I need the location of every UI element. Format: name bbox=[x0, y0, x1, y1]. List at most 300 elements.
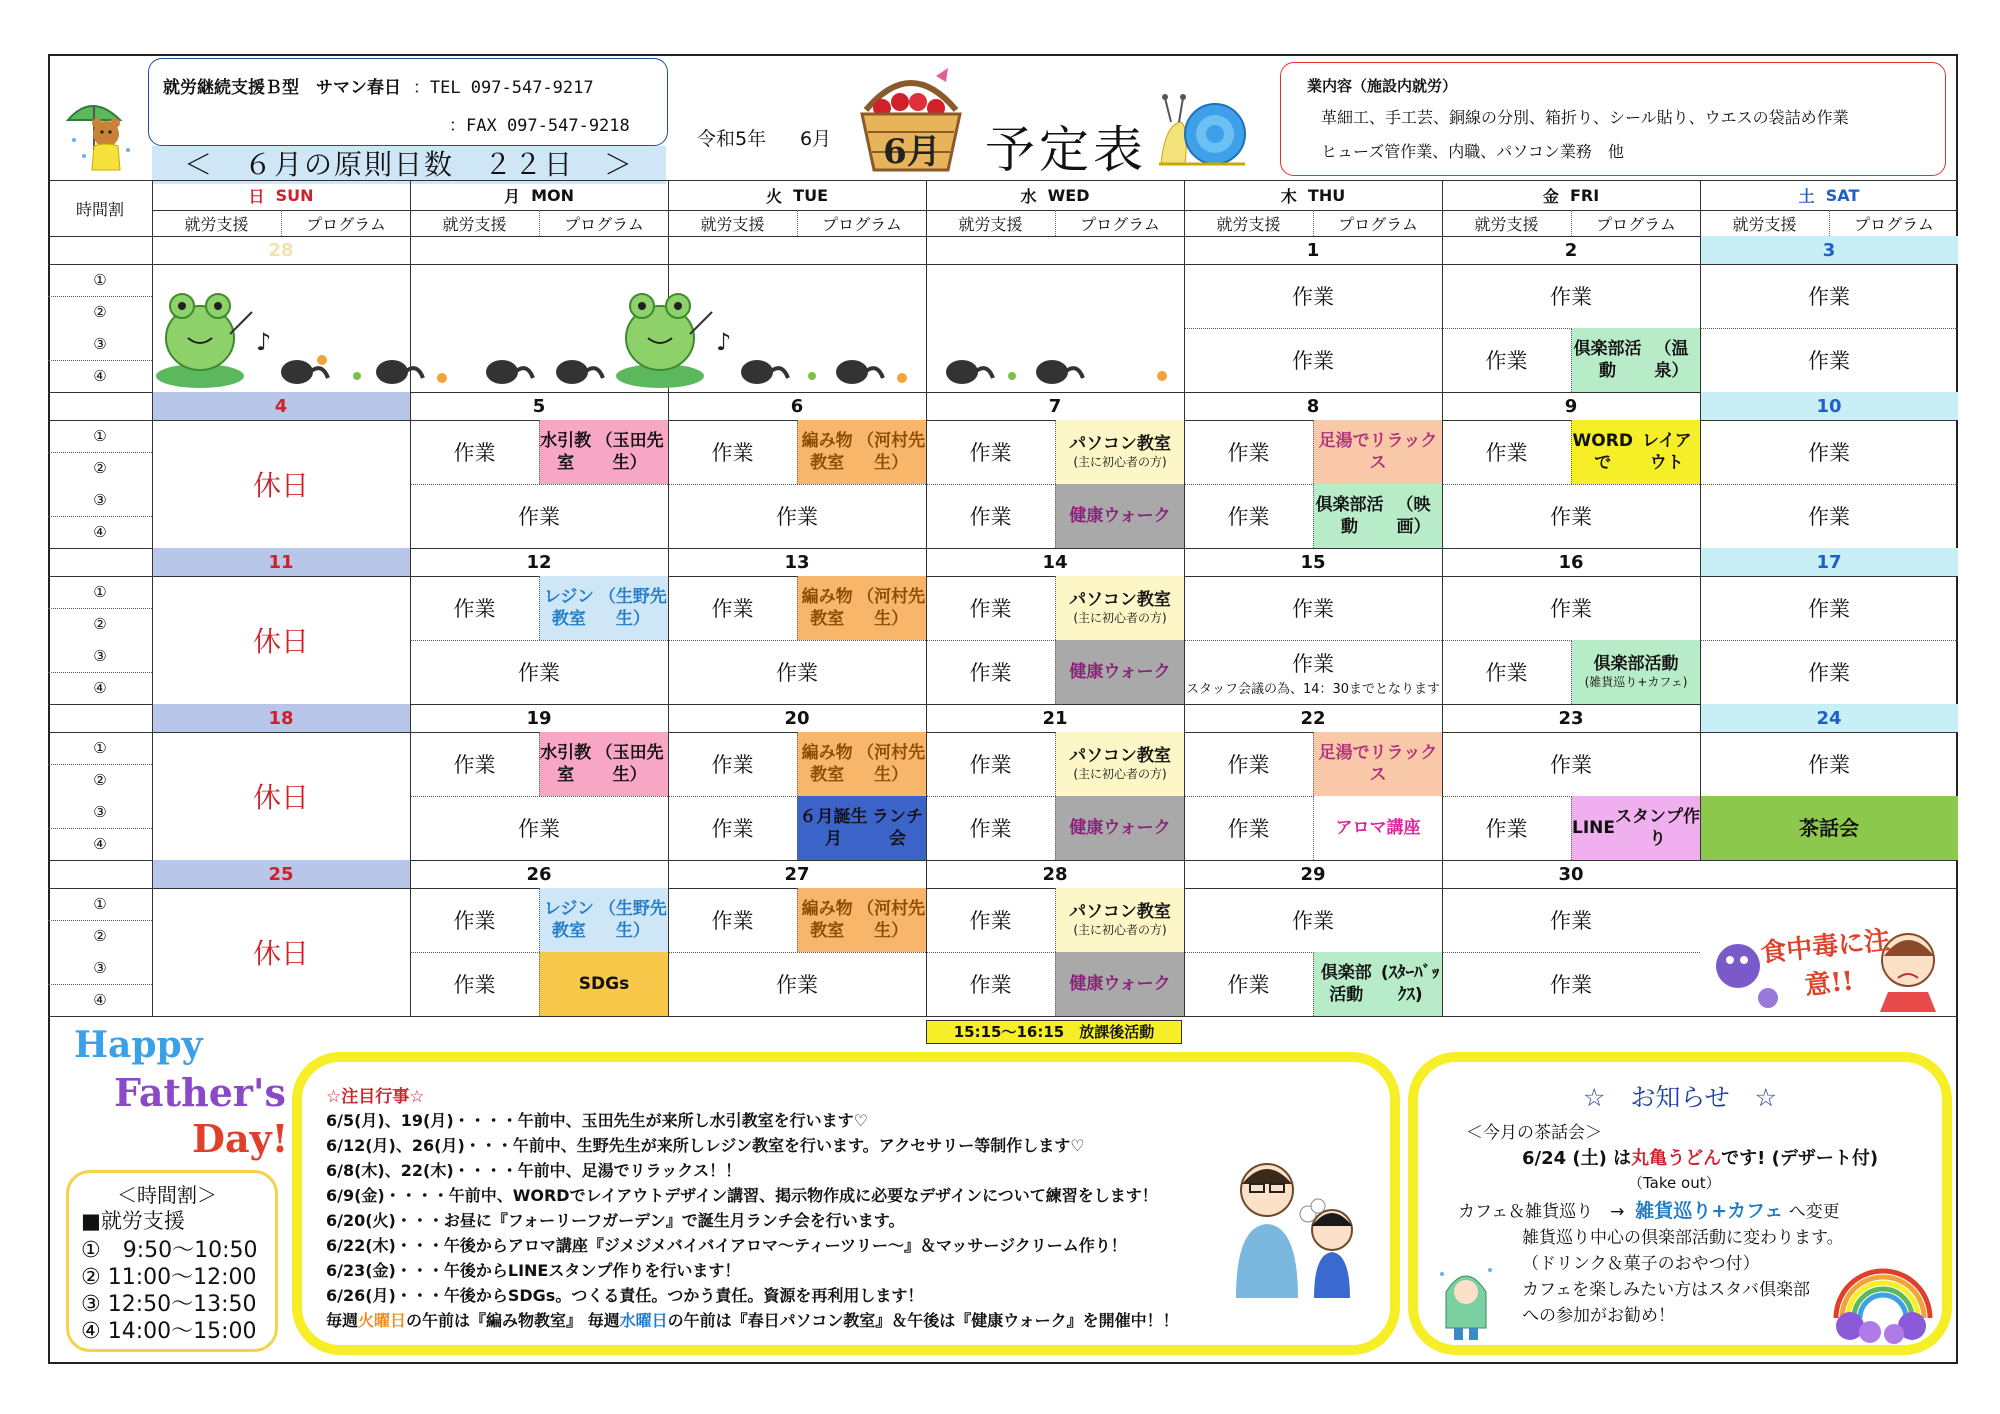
date-number-text: 28 bbox=[1042, 863, 1068, 885]
period-label-text: ③ bbox=[93, 335, 107, 353]
after-school-activity-label: 15:15〜16:15 放課後活動 bbox=[926, 1020, 1182, 1044]
period-label bbox=[48, 296, 152, 328]
period-label bbox=[48, 516, 152, 548]
period-label-text: ① bbox=[93, 271, 107, 289]
work-cell bbox=[1442, 732, 1700, 796]
day-header-mon bbox=[410, 180, 668, 210]
work-cell-text: 作業 bbox=[711, 817, 754, 841]
program-cell bbox=[797, 796, 926, 860]
support-subheader-text: 就労支援 bbox=[442, 214, 507, 234]
work-cell-text: 作業 bbox=[1550, 597, 1592, 621]
day-en: SUN bbox=[264, 185, 314, 205]
announcements-box bbox=[1408, 1052, 1952, 1355]
program-cell-text: (ｽﾀｰﾊﾞｯｸｽ) bbox=[1380, 962, 1440, 1005]
work-cell-text: 作業 bbox=[969, 441, 1012, 465]
date-number bbox=[1184, 548, 1442, 576]
program-cell-text: ６月誕生月 bbox=[799, 806, 868, 849]
program-subheader bbox=[797, 210, 926, 236]
period-label-text: ③ bbox=[93, 647, 107, 665]
day-header-sat bbox=[1700, 180, 1958, 210]
program-subtext: (主に初心者の方) bbox=[1073, 923, 1167, 938]
program-cell-text: レジン教室 bbox=[543, 586, 594, 629]
day-en: SAT bbox=[1814, 185, 1860, 205]
support-subheader-text: 就労支援 bbox=[700, 214, 765, 234]
work-cell bbox=[1442, 640, 1571, 704]
period-label-text: ③ bbox=[93, 803, 107, 821]
sub-divider bbox=[1571, 210, 1572, 236]
work-cell-text: 作業 bbox=[969, 909, 1012, 933]
date-number bbox=[410, 860, 668, 888]
work-cell bbox=[668, 952, 926, 1016]
work-cell bbox=[410, 484, 668, 548]
fax-number: ：FAX 097-547-9218 bbox=[449, 116, 630, 136]
work-cell-text: 作業 bbox=[453, 909, 496, 933]
date-number-text: 27 bbox=[784, 863, 810, 885]
event-line: 6/9(金)・・・・午前中、WORDでレイアウトデザイン講習、掲示物作成に必要なデザインについて練習をします！ bbox=[326, 1186, 1158, 1205]
date-number-text: 9 bbox=[1564, 395, 1578, 417]
program-cell-full-text: 茶話会 bbox=[1799, 816, 1859, 840]
program-cell bbox=[1055, 576, 1184, 640]
work-cell bbox=[1184, 888, 1442, 952]
program-cell bbox=[1571, 420, 1700, 484]
date-number-text: 4 bbox=[274, 395, 288, 417]
work-cell-text: 作業 bbox=[1292, 651, 1334, 676]
program-subheader-text: プログラム bbox=[306, 214, 386, 234]
support-subheader bbox=[926, 210, 1055, 236]
program-cell-text: （河村先生） bbox=[857, 430, 926, 473]
date-number-text: 8 bbox=[1306, 395, 1320, 417]
date-number bbox=[1442, 704, 1700, 732]
program-subheader-text: プログラム bbox=[1338, 214, 1418, 234]
date-number bbox=[410, 548, 668, 576]
program-subheader bbox=[1313, 210, 1442, 236]
period-divider bbox=[48, 920, 152, 921]
tea-party-line: 6/24 (土) は丸亀うどんです! (デザート付) bbox=[1522, 1148, 1879, 1169]
date-number-text: 12 bbox=[526, 551, 552, 573]
work-cell bbox=[926, 732, 1055, 796]
work-cell bbox=[668, 796, 797, 860]
work-cell bbox=[1184, 264, 1442, 328]
program-cell bbox=[539, 420, 668, 484]
work-cell bbox=[668, 576, 797, 640]
date-number-text: 7 bbox=[1048, 395, 1062, 417]
work-cell bbox=[410, 952, 539, 1016]
work-cell-text: 作業 bbox=[776, 505, 818, 529]
period-label bbox=[48, 888, 152, 920]
program-cell-text: LINE bbox=[1572, 817, 1615, 838]
program-cell-text: （玉田先生） bbox=[595, 430, 664, 473]
program-cell-text: 健康ウォーク bbox=[1069, 817, 1171, 838]
sub-divider bbox=[1313, 210, 1314, 236]
date-number bbox=[410, 392, 668, 420]
work-cell bbox=[1184, 640, 1442, 704]
day-jp: 金 bbox=[1542, 186, 1559, 206]
timetable-sub: ■就労支援 bbox=[81, 1209, 185, 1233]
featured-events-box bbox=[292, 1052, 1400, 1355]
takeout-label: （Take out） bbox=[1628, 1174, 1721, 1192]
date-number bbox=[1700, 704, 1958, 732]
work-cell bbox=[926, 576, 1055, 640]
program-cell bbox=[1571, 796, 1700, 860]
timetable-title: ＜時間割＞ bbox=[117, 1183, 217, 1207]
day-jp: 日 bbox=[248, 186, 265, 206]
work-cell bbox=[1184, 420, 1313, 484]
period-label bbox=[48, 920, 152, 952]
program-subheader-text: プログラム bbox=[1080, 214, 1160, 234]
date-number-text: 1 bbox=[1306, 239, 1320, 261]
work-cell-text: 作業 bbox=[1550, 285, 1592, 309]
date-number-text: 30 bbox=[1558, 863, 1584, 885]
work-cell-text: 作業 bbox=[1227, 505, 1270, 529]
holiday-cell-text: 休日 bbox=[252, 625, 309, 658]
period-divider bbox=[48, 608, 152, 609]
program-cell bbox=[1055, 640, 1184, 704]
date-number-text: 24 bbox=[1816, 707, 1842, 729]
grid-line bbox=[1442, 180, 1443, 1016]
holiday-cell-text: 休日 bbox=[252, 469, 309, 502]
period-divider bbox=[48, 828, 152, 829]
work-days-banner: ＜ ６月の原則日数 ２２日 ＞ bbox=[152, 146, 666, 184]
timetable-p2: ② 11:00〜12:00 bbox=[81, 1265, 257, 1290]
work-cell-text: 作業 bbox=[969, 661, 1012, 685]
fathers-day-line2: Father's bbox=[114, 1070, 286, 1115]
holiday-cell-text: 休日 bbox=[252, 781, 309, 814]
work-cell bbox=[410, 420, 539, 484]
program-cell-text: （生野先生） bbox=[598, 586, 667, 629]
date-number-text: 29 bbox=[1300, 863, 1326, 885]
info-line: カフェを楽しみたい方はスタバ倶楽部 bbox=[1522, 1280, 1810, 1300]
program-subheader bbox=[281, 210, 410, 236]
period-label-text: ④ bbox=[93, 679, 107, 697]
program-cell-text: 編み物教室 bbox=[801, 430, 853, 473]
program-cell-text: （河村先生） bbox=[857, 898, 926, 941]
program-cell-text: （映画） bbox=[1396, 494, 1431, 537]
work-cell-text: 作業 bbox=[969, 505, 1012, 529]
work-cell-text: 作業 bbox=[1808, 597, 1850, 621]
program-cell-text: （河村先生） bbox=[857, 586, 926, 629]
work-cell-text: 作業 bbox=[1808, 349, 1850, 373]
date-number bbox=[1442, 392, 1700, 420]
program-cell-text: （温泉） bbox=[1654, 338, 1689, 381]
work-cell-text: 作業 bbox=[776, 973, 818, 997]
tel-number: ：TEL 097-547-9217 bbox=[412, 78, 594, 98]
program-cell-text: 健康ウォーク bbox=[1069, 973, 1171, 994]
fathers-day-line1: Happy bbox=[74, 1024, 203, 1066]
program-cell bbox=[797, 420, 926, 484]
day-header-fri bbox=[1442, 180, 1700, 210]
program-cell-text: 編み物教室 bbox=[801, 898, 853, 941]
period-label bbox=[48, 764, 152, 796]
date-number bbox=[1184, 392, 1442, 420]
program-cell bbox=[1313, 796, 1442, 860]
period-label-text: ④ bbox=[93, 367, 107, 385]
work-cell bbox=[668, 420, 797, 484]
date-number-text: 22 bbox=[1300, 707, 1326, 729]
work-cell bbox=[1700, 420, 1958, 484]
holiday-cell bbox=[152, 576, 410, 704]
day-en: FRI bbox=[1558, 185, 1600, 205]
period-label-text: ① bbox=[93, 427, 107, 445]
day-header-wed bbox=[926, 180, 1184, 210]
period-label bbox=[48, 360, 152, 392]
work-cell-text: 作業 bbox=[969, 973, 1012, 997]
period-divider bbox=[48, 764, 152, 765]
date-number-text: 2 bbox=[1564, 239, 1578, 261]
holiday-cell-text: 休日 bbox=[252, 937, 309, 970]
work-cell bbox=[1700, 732, 1958, 796]
date-number-text: 28 bbox=[268, 239, 294, 261]
work-cell bbox=[1442, 888, 1700, 952]
food-poisoning-caution-illustration bbox=[1708, 908, 1952, 1012]
work-content-line2: ヒューズ管作業、内職、パソコン業務 他 bbox=[1321, 142, 1624, 161]
period-label bbox=[48, 484, 152, 516]
work-cell bbox=[1442, 796, 1571, 860]
program-cell-full bbox=[1700, 796, 1958, 860]
date-number bbox=[926, 236, 1184, 264]
period-label bbox=[48, 452, 152, 484]
date-number bbox=[668, 548, 926, 576]
work-cell bbox=[668, 484, 926, 548]
weekly-events-line: 毎週火曜日の午前は『編み物教室』 毎週水曜日の午前は『春日パソコン教室』＆午後は『健康ウォーク』を開催中！！ bbox=[326, 1311, 1179, 1330]
work-cell-text: 作業 bbox=[518, 817, 560, 841]
day-header-thu bbox=[1184, 180, 1442, 210]
day-jp: 火 bbox=[766, 186, 783, 206]
date-number-text: 21 bbox=[1042, 707, 1068, 729]
date-number-text: 14 bbox=[1042, 551, 1068, 573]
work-cell bbox=[1700, 264, 1958, 328]
work-cell bbox=[1184, 484, 1313, 548]
grid-line bbox=[48, 1016, 1958, 1017]
tea-party-heading: ＜今月の茶話会＞ bbox=[1466, 1123, 1602, 1143]
period-label-text: ④ bbox=[93, 835, 107, 853]
program-cell bbox=[1313, 420, 1442, 484]
work-cell bbox=[410, 640, 668, 704]
work-cell-text: 作業 bbox=[711, 753, 754, 777]
frog-tadpoles-illustration bbox=[152, 268, 1182, 392]
date-number bbox=[410, 236, 668, 264]
work-cell bbox=[926, 640, 1055, 704]
period-label-text: ④ bbox=[93, 523, 107, 541]
period-label-text: ① bbox=[93, 583, 107, 601]
period-label bbox=[48, 328, 152, 360]
rain-child-illustration bbox=[1436, 1262, 1496, 1342]
day-en: THU bbox=[1296, 185, 1346, 205]
rainbow-hydrangea-illustration bbox=[1828, 1244, 1938, 1344]
holiday-cell bbox=[152, 420, 410, 548]
date-number bbox=[926, 548, 1184, 576]
work-cell-text: 作業 bbox=[1808, 661, 1850, 685]
work-cell-text: 作業 bbox=[1292, 285, 1334, 309]
date-number-text: 26 bbox=[526, 863, 552, 885]
program-subheader-text: プログラム bbox=[1854, 214, 1934, 234]
work-cell-text: 作業 bbox=[1550, 909, 1592, 933]
work-cell bbox=[1442, 420, 1571, 484]
info-line: 雑貨巡り中心の倶楽部活動に変わります。 bbox=[1522, 1228, 1844, 1248]
event-line: 6/26(月)・・・午後からSDGs。つくる責任。つかう責任。資源を再利用します！ bbox=[326, 1286, 924, 1305]
date-number bbox=[668, 860, 926, 888]
program-subheader-text: プログラム bbox=[564, 214, 644, 234]
program-cell-text: 水引教室 bbox=[540, 430, 592, 473]
work-cell bbox=[410, 576, 539, 640]
date-number-text: 13 bbox=[784, 551, 810, 573]
work-cell-text: 作業 bbox=[776, 661, 818, 685]
program-cell-text: 水引教室 bbox=[540, 742, 592, 785]
date-number bbox=[1442, 236, 1700, 264]
support-subheader-text: 就労支援 bbox=[958, 214, 1023, 234]
program-cell bbox=[539, 732, 668, 796]
fathers-day-line3: Day! bbox=[192, 1116, 289, 1161]
sub-divider bbox=[797, 210, 798, 236]
period-label-text: ① bbox=[93, 895, 107, 913]
work-cell bbox=[1442, 484, 1700, 548]
date-number-text: 18 bbox=[268, 707, 294, 729]
program-cell bbox=[1055, 952, 1184, 1016]
work-cell-text: 作業 bbox=[1227, 973, 1270, 997]
grid-line bbox=[1700, 180, 1701, 860]
period-label bbox=[48, 984, 152, 1016]
date-number-text: 17 bbox=[1816, 551, 1842, 573]
program-cell-text: 健康ウォーク bbox=[1069, 661, 1171, 682]
period-label bbox=[48, 796, 152, 828]
program-cell bbox=[797, 732, 926, 796]
program-subheader bbox=[1055, 210, 1184, 236]
org-name: 就労継続支援Ｂ型 サマン春日 bbox=[163, 78, 401, 98]
date-number-text: 6 bbox=[790, 395, 804, 417]
program-cell bbox=[1313, 484, 1442, 548]
work-cell bbox=[926, 484, 1055, 548]
program-cell-text: レジン教室 bbox=[543, 898, 594, 941]
event-line: 6/5(月)、19(月)・・・・午前中、玉田先生が来所し水引教室を行います♡ bbox=[326, 1111, 868, 1130]
date-number bbox=[1700, 392, 1958, 420]
date-number bbox=[668, 704, 926, 732]
program-cell-text: （玉田先生） bbox=[595, 742, 664, 785]
day-jp: 水 bbox=[1020, 186, 1037, 206]
date-number bbox=[668, 392, 926, 420]
staff-meeting-note: スタッフ会議の為、14：30までとなります bbox=[1185, 681, 1441, 697]
support-subheader bbox=[152, 210, 281, 236]
date-number bbox=[1184, 236, 1442, 264]
program-cell-text: （生野先生） bbox=[598, 898, 667, 941]
work-cell-text: 作業 bbox=[711, 441, 754, 465]
timetable-header-text: 時間割 bbox=[75, 199, 124, 219]
timetable-box bbox=[66, 1170, 278, 1352]
date-number-text: 3 bbox=[1822, 239, 1836, 261]
period-divider bbox=[48, 984, 152, 985]
program-cell-text: パソコン教室 bbox=[1069, 590, 1171, 611]
date-number bbox=[926, 392, 1184, 420]
program-cell bbox=[1055, 420, 1184, 484]
program-cell-text: パソコン教室 bbox=[1069, 434, 1171, 455]
info-line: （ドリンク＆菓子のおやつ付） bbox=[1522, 1254, 1760, 1274]
sub-divider bbox=[1829, 210, 1830, 236]
work-cell bbox=[926, 796, 1055, 860]
program-cell-text: 編み物教室 bbox=[801, 742, 853, 785]
period-label-text: ③ bbox=[93, 491, 107, 509]
work-cell bbox=[926, 888, 1055, 952]
work-cell bbox=[1442, 576, 1700, 640]
period-label-text: ② bbox=[93, 615, 107, 633]
support-subheader-text: 就労支援 bbox=[1216, 214, 1281, 234]
work-cell bbox=[410, 888, 539, 952]
event-line: 6/20(火)・・・お昼に『フォーリーフガーデン』で誕生月ランチ会を行います。 bbox=[326, 1211, 905, 1230]
program-subtext: (主に初心者の方) bbox=[1073, 611, 1167, 626]
program-cell bbox=[797, 576, 926, 640]
work-cell bbox=[1700, 328, 1958, 392]
period-label bbox=[48, 608, 152, 640]
date-number-text: 15 bbox=[1300, 551, 1326, 573]
work-cell bbox=[410, 732, 539, 796]
work-cell bbox=[668, 888, 797, 952]
support-subheader bbox=[1700, 210, 1829, 236]
father-child-illustration bbox=[1222, 1148, 1372, 1298]
day-en: TUE bbox=[782, 185, 828, 205]
work-cell-text: 作業 bbox=[453, 753, 496, 777]
work-cell-text: 作業 bbox=[1808, 753, 1850, 777]
club-change-line: カフェ＆雑貨巡り → 雑貨巡り+カフェ へ変更 bbox=[1458, 1200, 1840, 1222]
date-number bbox=[926, 860, 1184, 888]
date-number bbox=[152, 392, 410, 420]
work-cell-text: 作業 bbox=[969, 597, 1012, 621]
work-cell bbox=[668, 732, 797, 796]
program-cell-text: 倶楽部活動 bbox=[1315, 494, 1384, 537]
event-line: 6/22(木)・・・午後からアロマ講座『ジメジメバイバイアロマ〜ティーツリー〜』＆マッサージクリーム作り！ bbox=[326, 1236, 1127, 1255]
work-cell-text: 作業 bbox=[1227, 753, 1270, 777]
program-subtext: (主に初心者の方) bbox=[1073, 455, 1167, 470]
work-cell-text: 作業 bbox=[1485, 661, 1528, 685]
work-cell-text: 作業 bbox=[453, 441, 496, 465]
work-cell-text: 作業 bbox=[453, 597, 496, 621]
svg-text:♪: ♪ bbox=[256, 328, 272, 356]
program-cell-text: 倶楽部活動 bbox=[1320, 962, 1372, 1005]
work-cell bbox=[1442, 328, 1571, 392]
program-cell-text: （河村先生） bbox=[857, 742, 926, 785]
work-cell bbox=[668, 640, 926, 704]
program-cell bbox=[1571, 640, 1700, 704]
work-cell-text: 作業 bbox=[1550, 753, 1592, 777]
date-number bbox=[152, 860, 410, 888]
date-number bbox=[1700, 548, 1958, 576]
program-cell-text: パソコン教室 bbox=[1069, 902, 1171, 923]
date-number-text: 20 bbox=[784, 707, 810, 729]
program-subheader bbox=[1571, 210, 1700, 236]
program-cell-text: 倶楽部活動 bbox=[1593, 654, 1679, 675]
program-subheader-text: プログラム bbox=[822, 214, 902, 234]
program-subheader bbox=[1829, 210, 1958, 236]
work-cell-text: 作業 bbox=[969, 753, 1012, 777]
holiday-cell bbox=[152, 732, 410, 860]
date-number-text: 5 bbox=[532, 395, 546, 417]
support-subheader-text: 就労支援 bbox=[1474, 214, 1539, 234]
work-content-line1: 革細工、手工芸、銅線の分別、箱折り、シール貼り、ウエスの袋詰め作業 bbox=[1321, 108, 1849, 127]
date-number-text: 11 bbox=[268, 551, 294, 573]
work-cell bbox=[1184, 952, 1313, 1016]
program-cell-text: パソコン教室 bbox=[1069, 746, 1171, 767]
timetable-p1: ① 9:50〜10:50 bbox=[81, 1238, 258, 1263]
date-number bbox=[1700, 236, 1958, 264]
work-cell-text: 作業 bbox=[1292, 909, 1334, 933]
program-subheader bbox=[539, 210, 668, 236]
program-subtext: (雑貨巡り+カフェ) bbox=[1584, 675, 1688, 690]
day-jp: 月 bbox=[503, 186, 520, 206]
day-header-tue bbox=[668, 180, 926, 210]
work-cell bbox=[410, 796, 668, 860]
date-number bbox=[152, 548, 410, 576]
date-number-text: 25 bbox=[268, 863, 294, 885]
program-cell bbox=[1055, 796, 1184, 860]
program-cell-text: レイアウト bbox=[1641, 430, 1692, 473]
period-label-text: ② bbox=[93, 927, 107, 945]
date-number-text: 16 bbox=[1558, 551, 1584, 573]
